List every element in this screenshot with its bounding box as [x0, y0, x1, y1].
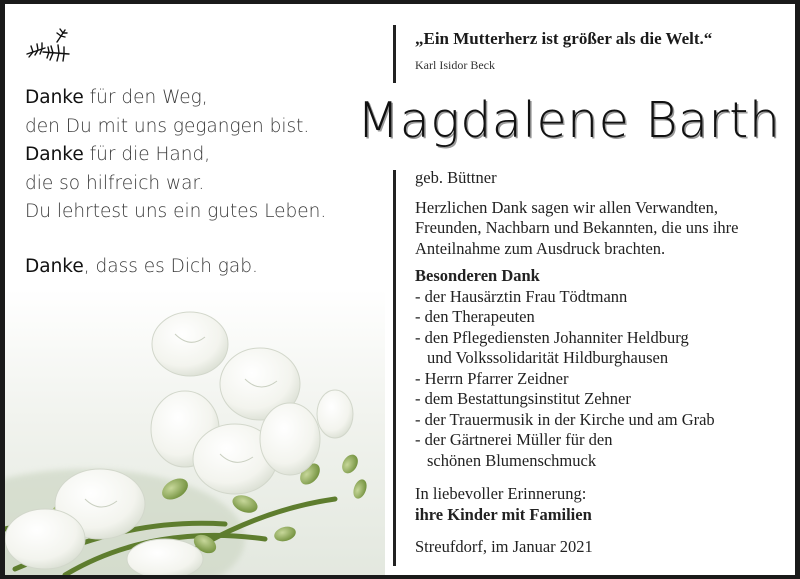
signature: ihre Kinder mit Familien: [415, 504, 592, 524]
quote-divider: [393, 25, 396, 83]
poem-line: [25, 170, 326, 199]
special-thanks-item: - der Trauermusik in der Kirche und am Grab: [415, 409, 715, 429]
poem-line-text: für die Hand,: [83, 144, 211, 165]
pine-branch-ornament-icon: [23, 24, 73, 64]
thanks-section: [415, 168, 785, 558]
special-thanks-item: - der Gärtnerei Müller für den: [415, 430, 613, 449]
special-thanks-item: und Volkssolidarität Hildburghausen: [427, 348, 669, 367]
poem: [25, 84, 326, 281]
poem-line-text: den Du mit uns gegangen bist.: [25, 115, 310, 137]
place-date: Streufdorf, im Januar 2021: [415, 537, 593, 556]
special-thanks-item: - den Therapeuten: [415, 307, 535, 326]
poem-line-text: die so hilfreich war.: [25, 172, 205, 194]
memory-line: In liebevoller Erinnerung:: [415, 484, 587, 503]
poem-line-text: , dass es Dich gab.: [83, 255, 258, 277]
poem-line-lead: Danke: [25, 255, 84, 277]
poem-line: [25, 113, 326, 142]
thanks-text: Herzlichen Dank sagen wir allen Verwandten, Freunden, Nachbarn und Bekannten, die uns ihre Anteilnahme zum Ausdruck brachten.: [415, 197, 739, 258]
poem-line: [25, 84, 326, 113]
text-divider: [393, 170, 396, 566]
poem-line: [25, 198, 326, 227]
poem-line-text: für den Weg,: [83, 87, 208, 108]
special-thanks-item: - der Hausärztin Frau Tödtmann: [415, 286, 628, 306]
quote-text: „Ein Mutterherz ist größer als die Welt.“: [415, 29, 713, 48]
special-thanks-item: - den Pflegediensten Johanniter Heldburg: [415, 327, 689, 347]
white-freesia-flowers-image: [5, 289, 385, 575]
special-thanks-item: schönen Blumenschmuck: [427, 450, 597, 470]
poem-line-text: Du lehrtest uns ein gutes Leben.: [25, 201, 327, 222]
obituary-notice: [5, 4, 795, 575]
poem-line: [25, 141, 326, 170]
deceased-name: Magdalene Barth: [357, 92, 781, 149]
birth-name: geb. Büttner: [415, 168, 497, 187]
poem-line-lead: Danke: [25, 87, 84, 108]
special-thanks-heading: Besonderen Dank: [415, 266, 540, 285]
poem-line: [25, 253, 326, 282]
special-thanks-item: - dem Bestattungsinstitut Zehner: [415, 389, 631, 408]
poem-line-lead: Danke: [25, 144, 84, 165]
quote-author: Karl Isidor Beck: [415, 58, 495, 72]
special-thanks-item: - Herrn Pfarrer Zeidner: [415, 368, 569, 388]
